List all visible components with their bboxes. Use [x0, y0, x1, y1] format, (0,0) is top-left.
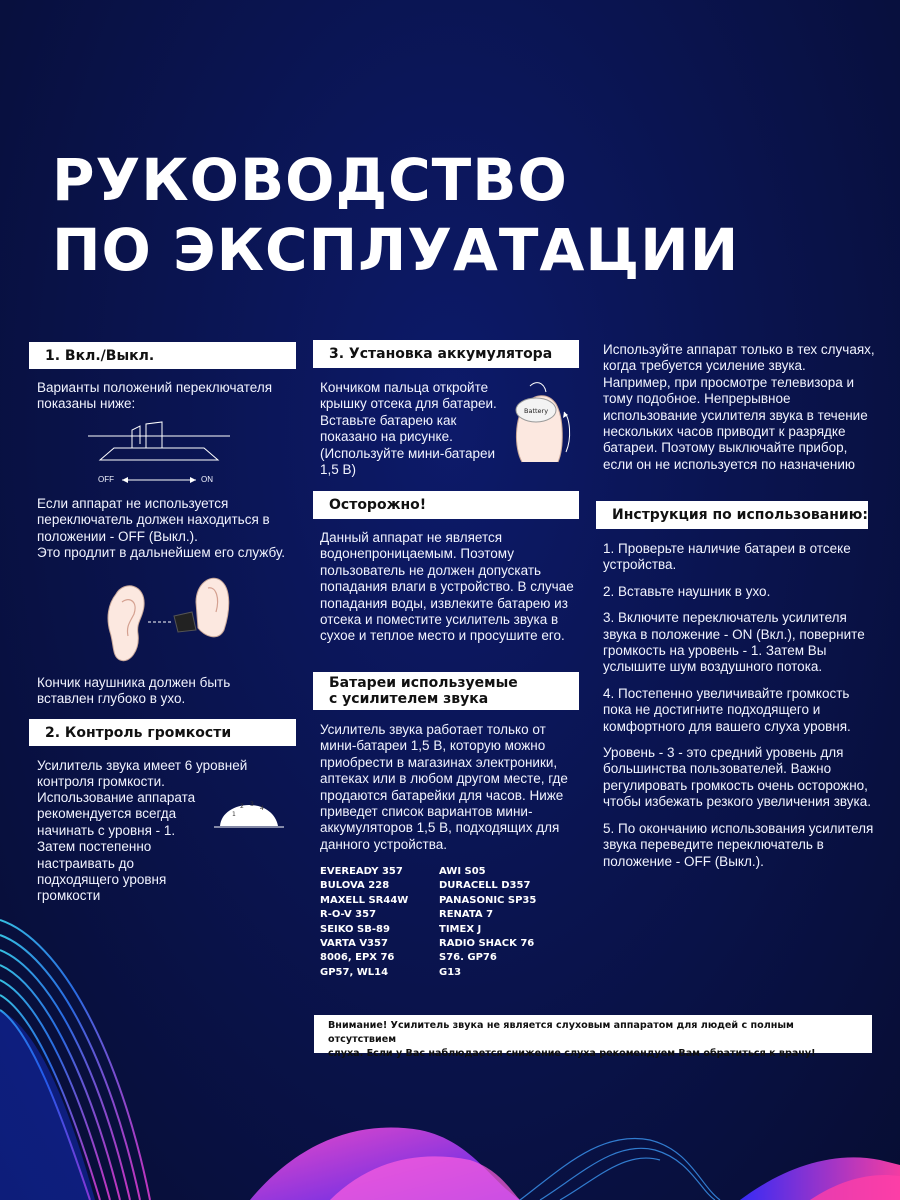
- svg-text:3: 3: [250, 801, 254, 808]
- instruction-step-5: 5. По окончанию использования усилителя звука переведите переключатель в положение - OFF (Выкл.).: [603, 820, 874, 869]
- switch-off-label: OFF: [98, 475, 114, 484]
- instruction-step-2: 2. Вставьте наушник в ухо.: [603, 583, 771, 599]
- battery-list-right: [439, 865, 536, 980]
- battery-item: S76. GP76: [439, 952, 497, 964]
- instruction-step-1: 1. Проверьте наличие батареи в отсеке устройства.: [603, 541, 851, 573]
- battery-item: R-O-V 357: [320, 909, 377, 921]
- instruction-step-4b: Уровень - 3 - это средний уровень для большинства пользователей. Важно регулировать громкость очень осторожно, чтобы избежать резкого увеличения звука.: [603, 745, 871, 810]
- section-volume-text-1: Усилитель звука имеет 6 уровней контроля громкости.: [37, 758, 248, 790]
- battery-item: EVEREADY 357: [320, 866, 403, 877]
- usage-intro-text: Используйте аппарат только в тех случаях, когда требуется усиление звука. Например, при просмотре телевизора и тому подобное. Непрерывное использование усилителя звука в течение нескольких часов приводит к разрядке батареи. Поэтому выключайте прибор, если он не используется по назначению: [603, 342, 875, 472]
- battery-item: G13: [439, 966, 462, 978]
- section-volume-text-2: Использование аппарата рекомендуется всегда начинать с уровня - 1. Затем постепенно настраивать до подходящего уровня громкости: [37, 790, 196, 904]
- section-volume-header: 2. Контроль громкости: [29, 719, 296, 746]
- battery-item: GP57, WL14: [320, 966, 389, 978]
- instructions-list: [603, 541, 875, 880]
- battery-item: PANASONIC SP35: [439, 894, 537, 906]
- battery-label: Battery: [524, 407, 549, 415]
- page-title: [52, 145, 739, 285]
- section-onoff-header: 1. Вкл./Выкл.: [29, 342, 296, 369]
- battery-item: RENATA 7: [439, 909, 494, 921]
- ear-earphone-icon: [100, 572, 250, 672]
- section-battery-header: 3. Установка аккумулятора: [313, 340, 579, 368]
- battery-list-left: [320, 865, 408, 980]
- battery-insert-icon: [508, 378, 578, 464]
- section-batteries-header: Батареи используемые с усилителем звука: [313, 672, 579, 710]
- svg-text:1: 1: [232, 811, 236, 818]
- earphone-tip-text: Кончик наушника должен быть вставлен глубоко в ухо.: [37, 675, 231, 707]
- battery-item: SEIKO SB-89: [320, 923, 390, 935]
- svg-text:4: 4: [260, 805, 264, 812]
- battery-item: TIMEX J: [439, 923, 482, 935]
- battery-item: MAXELL SR44W: [320, 894, 409, 906]
- battery-item: BULOVA 228: [320, 880, 390, 892]
- battery-item: AWI S05: [439, 866, 486, 877]
- title-line-1: РУКОВОДСТВО: [52, 146, 568, 214]
- volume-dial-icon: [214, 786, 284, 834]
- battery-item: VARTA V357: [320, 938, 388, 950]
- section-batteries-text: Усилитель звука работает только от мини-батареи 1,5 В, которую можно приобрести в магазинах электроники, аптеках или в любом другом месте, где продаются батарейки для часов. Ниже приведет список вариантов мини-аккумуляторов 1,5 В, подходящих для данного устройства.: [320, 722, 568, 852]
- instruction-step-3: 3. Включите переключатель усилителя звука в положение - ON (Вкл.), поверните громкость на уровень - 1. Затем Вы услышите шум воздушного потока.: [603, 610, 865, 675]
- instruction-step-4: 4. Постепенно увеличивайте громкость пока не достигните подходящего и комфортного для вашего слуха уровня.: [603, 685, 851, 734]
- instructions-header: Инструкция по использованию:: [596, 501, 868, 529]
- warning-notice: Внимание! Усилитель звука не является слуховым аппаратом для людей с полным отсутствием слуха. Если у Вас наблюдается снижение слуха рекомендуем Вам обратиться к врачу!: [314, 1015, 872, 1053]
- title-line-2: ПО ЭКСПЛУАТАЦИИ: [52, 216, 740, 284]
- battery-item: DURACELL D357: [439, 880, 531, 892]
- battery-item: 8006, EPX 76: [320, 952, 395, 964]
- section-warning-text: Данный аппарат не является водонепроницаемым. Поэтому пользователь не должен допускать попадания влаги в устройство. В случае попадания воды, извлеките батарею из отсека и поместите усилитель звука в сухое и теплое место и просушите его.: [320, 530, 574, 644]
- battery-item: RADIO SHACK 76: [439, 938, 535, 950]
- svg-text:2: 2: [240, 803, 244, 810]
- switch-on-label: ON: [201, 475, 213, 484]
- section-warning-header: Осторожно!: [313, 491, 579, 519]
- section-onoff-text: Варианты положений переключателя показаны ниже:: [37, 380, 273, 412]
- section-onoff-text-2: Если аппарат не используется переключатель должен находиться в положении - OFF (Выкл.). Это продлит в дальнейшем его службу.: [37, 496, 286, 561]
- section-battery-text: Кончиком пальца откройте крышку отсека для батареи. Вставьте батарею как показано на рисунке. (Используйте мини-батареи 1,5 В): [320, 380, 497, 478]
